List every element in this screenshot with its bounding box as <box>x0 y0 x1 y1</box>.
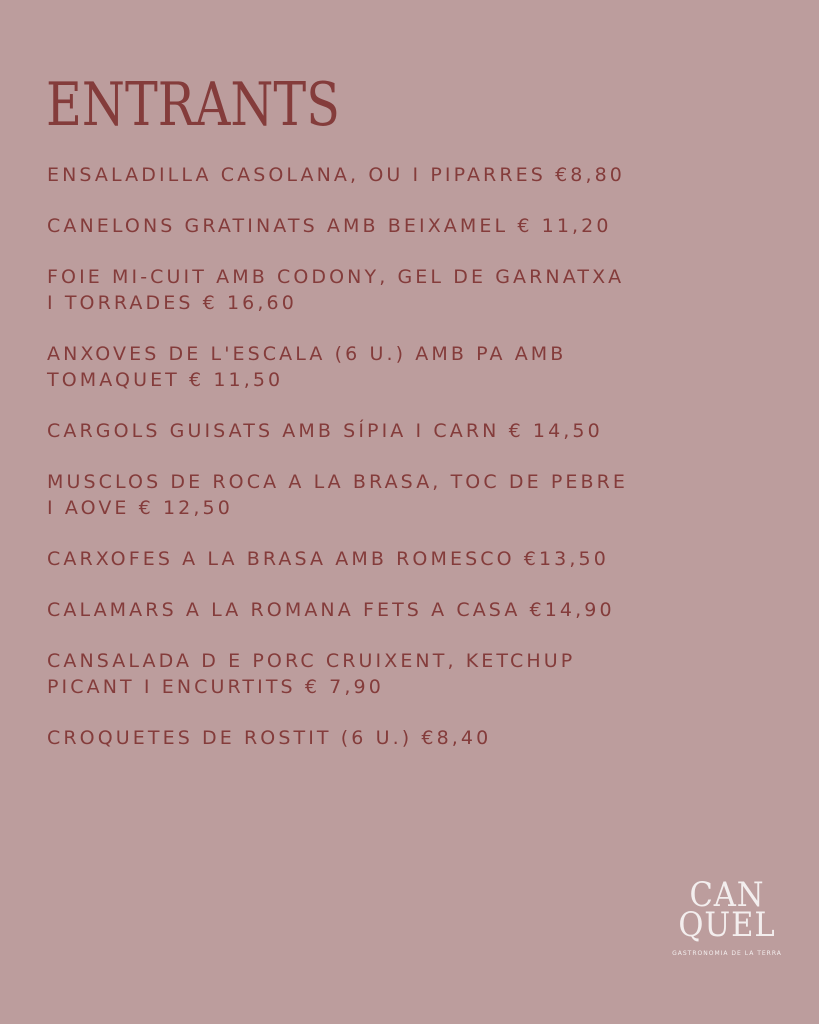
menu-item <box>47 213 747 239</box>
menu-item-line: CARXOFES A LA BRASA AMB ROMESCO €13,50 <box>47 548 609 570</box>
menu-item-line: ANXOVES DE L'ESCALA (6 U.) AMB PA AMB <box>47 343 567 365</box>
menu-item-line: I AOVE € 12,50 <box>47 497 233 519</box>
menu-item <box>47 469 747 521</box>
menu-item-line: CROQUETES DE ROSTIT (6 U.) €8,40 <box>47 727 492 749</box>
menu-item <box>47 341 747 393</box>
menu-item-line: CALAMARS A LA ROMANA FETS A CASA €14,90 <box>47 599 615 621</box>
menu-item <box>47 546 747 572</box>
menu-item-line: CANSALADA D E PORC CRUIXENT, KETCHUP <box>47 650 576 672</box>
menu-item <box>47 597 747 623</box>
logo-tagline: GASTRONOMIA DE LA TERRA <box>672 950 782 957</box>
menu-item <box>47 162 747 188</box>
menu-item <box>47 264 747 316</box>
menu-item <box>47 725 747 751</box>
menu-item-line: TOMAQUET € 11,50 <box>47 369 284 391</box>
menu-item-line: I TORRADES € 16,60 <box>47 292 297 314</box>
menu-item-line: ENSALADILLA CASOLANA, OU I PIPARRES €8,80 <box>47 164 625 186</box>
section-title: ENTRANTS <box>46 70 340 140</box>
menu-item-line: PICANT I ENCURTITS € 7,90 <box>47 676 384 698</box>
menu-item-line: CANELONS GRATINATS AMB BEIXAMEL € 11,20 <box>47 215 612 237</box>
menu-item <box>47 418 747 444</box>
menu-item <box>47 648 747 700</box>
menu-item-line: FOIE MI-CUIT AMB CODONY, GEL DE GARNATXA <box>47 266 625 288</box>
menu-item-line: CARGOLS GUISATS AMB SÍPIA I CARN € 14,50 <box>47 420 603 442</box>
menu-item-line: MUSCLOS DE ROCA A LA BRASA, TOC DE PEBRE <box>47 471 629 493</box>
brand-logo <box>668 875 786 970</box>
logo-line-2: QUEL <box>678 905 776 945</box>
menu-list <box>47 162 747 776</box>
logo-line-1: CAN <box>689 875 765 915</box>
